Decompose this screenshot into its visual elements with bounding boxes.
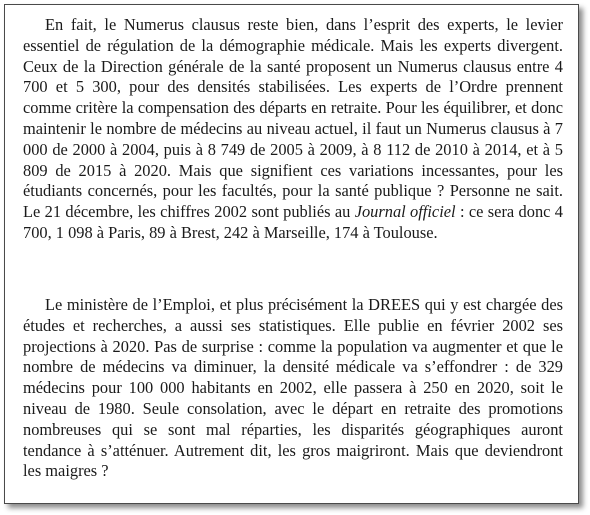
paragraph1-text-start: En fait, le Numerus clausus reste bien, dans l’esprit des experts, le levier essentiel de régulation de la démographie médicale. Mais les experts divergent. Ceux de la Direction générale de la santé proposent un Numerus clausus entre 4 700 et 5 300, pour des densités stabilisées. Les experts de l’Ordre prennent comme critère la compensation des départs en retraite. Pour les équilibrer, et donc maintenir le nombre de médecins au niveau actuel, il faut un Numerus clausus à 7 000 de 2000 à 2004, puis à 8 749 de 2005 à 2009, à 8 112 de 2010 à 2014, et à 5 809 de 2015 à 2020. Mais que signifient ces variations incessantes, pour les étudiants concernés, pour les facultés, pour la santé publique ? Personne ne sait. Le 21 décembre, les chiffres 2002 sont publiés au <box>23 15 563 222</box>
paragraph-drees-statistics <box>23 295 563 482</box>
paragraph2-text: Le ministère de l’Emploi, et plus précisément la DREES qui y est chargée des études et recherches, a aussi ses statistiques. Elle publie en février 2002 ses projections à 2020. Pas de surprise : comme la population va augmenter et que le nombre de médecins va diminuer, la densité médicale va s’effondrer : de 329 médecins pour 100 000 habitants en 2002, elle passera à 250 en 2020, soit le niveau de 1980. Seule consolation, avec le départ en retraite des promotions nombreuses qui se sont mal réparties, les disparités géographiques auront tendance à s’atténuer. Autrement dit, les gros maigriront. Mais que deviendront les maigres ? <box>23 295 563 481</box>
paragraph1-text-end: : ce sera donc 4 700, 1 098 à Paris, 89 à Brest, 242 à Marseille, 174 à Toulouse. <box>23 202 563 242</box>
document-frame <box>4 4 579 504</box>
journal-officiel-title: Journal officiel <box>354 202 456 222</box>
paragraph-numerus-clausus <box>23 15 563 244</box>
